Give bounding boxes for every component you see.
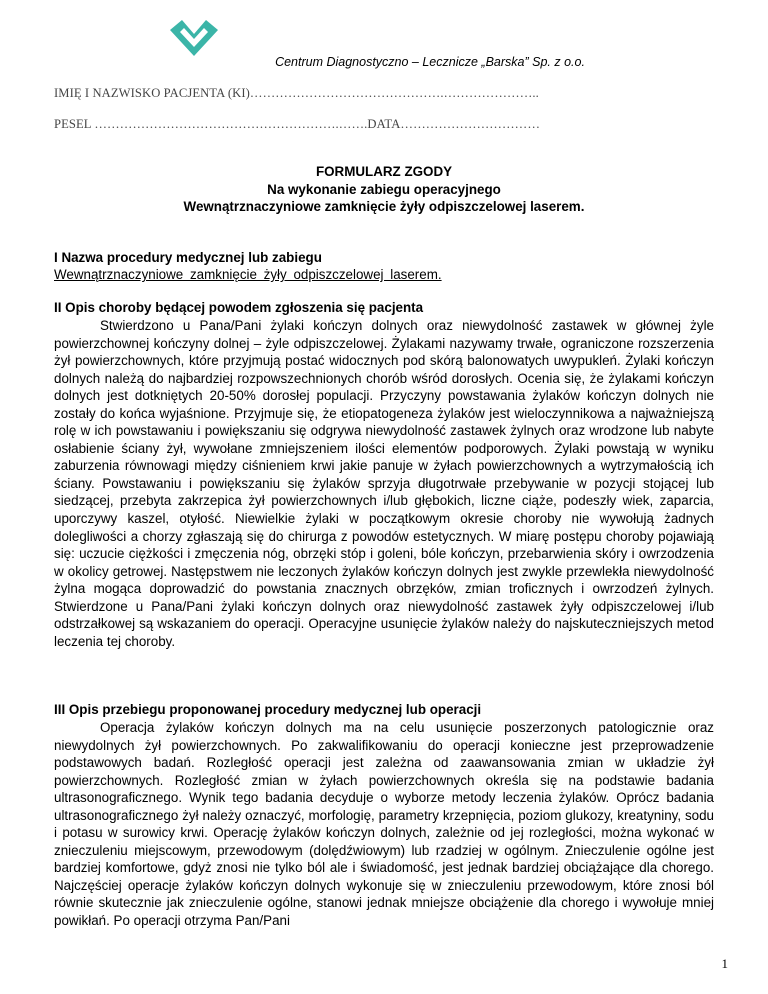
section-2-text: Stwierdzono u Pana/Pani żylaki kończyn dolnych oraz niewydolność zastawek w głównej żyle powierzchownej kończyny dolnej – żyle odpiszczelowej. Żylakami nazywamy trwałe, ograniczone rozszerzenia żył powierzchownych, które przyjmują postać widocznych pod skórą balonowatych uwypukleń. Żylaki kończyn dolnych należą do najbardziej rozpowszechnionych chorób wśród dorosłych. Ocenia się, że żylakami kończyn dolnych jest dotkniętych 20-50% dorosłej populacji. Przyczyny powstawania żylaków kończyn dolnych nie zostały do końca wyjaśnione. Przyjmuje się, że etiopatogeneza żylaków jest wieloczynnikowa a najważniejszą rolę w ich powstawaniu i powiększaniu się odgrywa niewydolność zastawek żylnych oraz wrodzone lub nabyte osłabienie ściany żył, wywołane zmniejszeniem ilości elementów podporowych. Żylaki powstają w wyniku zaburzenia równowagi między ciśnieniem krwi jakie panuje w żyłach powierzchownych a wytrzymałością ich ściany. Powstawaniu i powiększaniu się żylaków sprzyja długotrwałe przebywanie w pozycji stojącej lub siedzącej, przebyta zakrzepica żył powierzchownych i/lub głębokich, liczne ciąże, podeszły wiek, zaparcia, uporczywy kaszel, otyłość. Niewielkie żylaki w początkowym okresie choroby nie wywołują żadnych dolegliwości a chorzy zgłaszają się do chirurga z powodów estetycznych. W miarę postępu choroby pojawiają się: uczucie ciężkości i zmęczenia nóg, obrzęki stóp i goleni, bóle kończyn, przebarwienia skóry i owrzodzenia w okolicy getrowej. Następstwem nie leczonych żylaków kończyn dolnych jest zwykle przewlekła niewydolność żylna mogąca doprowadzić do powstania znacznych obrzęków, zmian troficznych i owrzodzeń żylnych. Stwierdzone u Pana/Pani żylaki kończyn dolnych oraz niewydolność zastawek żyły odpiszczelowej i/lub odstrzałkowej są wskazaniem do operacji. Operacyjne usunięcie żylaków należy do najskuteczniejszych metod leczenia tej choroby. [54,318,714,649]
patient-name-field: IMIĘ I NAZWISKO PACJENTA (KI)……………………………………….………………….. [54,86,539,100]
section-1-text: Wewnątrznaczyniowe zamknięcie żyły odpiszczelowej laserem. [54,267,442,282]
section-3-text: Operacja żylaków kończyn dolnych ma na celu usunięcie poszerzonych patologicznie oraz niewydolnych żył powierzchownych. Po zakwalifikowaniu do operacji konieczne jest przeprowadzenie podstawowych badań. Rozległość operacji jest zależna od zaawansowania zmian w układzie żył powierzchownych. Rozległość zmian w żyłach powierzchownych określa się na podstawie badania ultrasonograficznego. Wynik tego badania decyduje o wyborze metody leczenia żylaków. Oprócz badania ultrasonograficznego żył należy oznaczyć, morfologię, parametry krzepnięcia, poziom glukozy, kreatyniny, sodu i potasu w surowicy krwi. Operację żylaków kończyn dolnych, zależnie od jej rozległości, można wykonać w znieczuleniu miejscowym, przewodowym (dolędźwiowym) lub rzadziej w ogólnym. Znieczulenie ogólne jest bardziej komfortowe, gdyż znosi nie tylko ból ale i świadomość, jest jednak bardziej obciążające dla chorego. Najczęściej operacje żylaków kończyn dolnych wykonuje się w znieczuleniu przewodowym, które znosi ból równie skutecznie jak znieczulenie ogólne, stanowi jednak mniejsze obciążenie dla chorego i wywołuje mniej powikłań. Po operacji otrzyma Pan/Pani [54,720,714,929]
section-3-heading: III Opis przebiegu proponowanej procedury medycznej lub operacji [54,702,482,717]
page-number: 1 [721,956,728,971]
title-line-2: Na wykonanie zabiegu operacyjnego [267,181,501,197]
company-name: Centrum Diagnostyczno – Lecznicze „Barska” Sp. z o.o. [275,55,585,69]
section-1-heading: I Nazwa procedury medycznej lub zabiegu [54,250,322,265]
form-title [54,163,714,216]
title-line-3: Wewnątrznaczyniowe zamknięcie żyły odpiszczelowej laserem. [183,199,585,214]
title-line-1: FORMULARZ ZGODY [315,164,453,179]
pesel-date-field: PESEL ………………………………………………….…….DATA…………………………… [54,117,541,131]
section-2-heading: II Opis choroby będącej powodem zgłoszenia się pacjenta [54,300,424,315]
